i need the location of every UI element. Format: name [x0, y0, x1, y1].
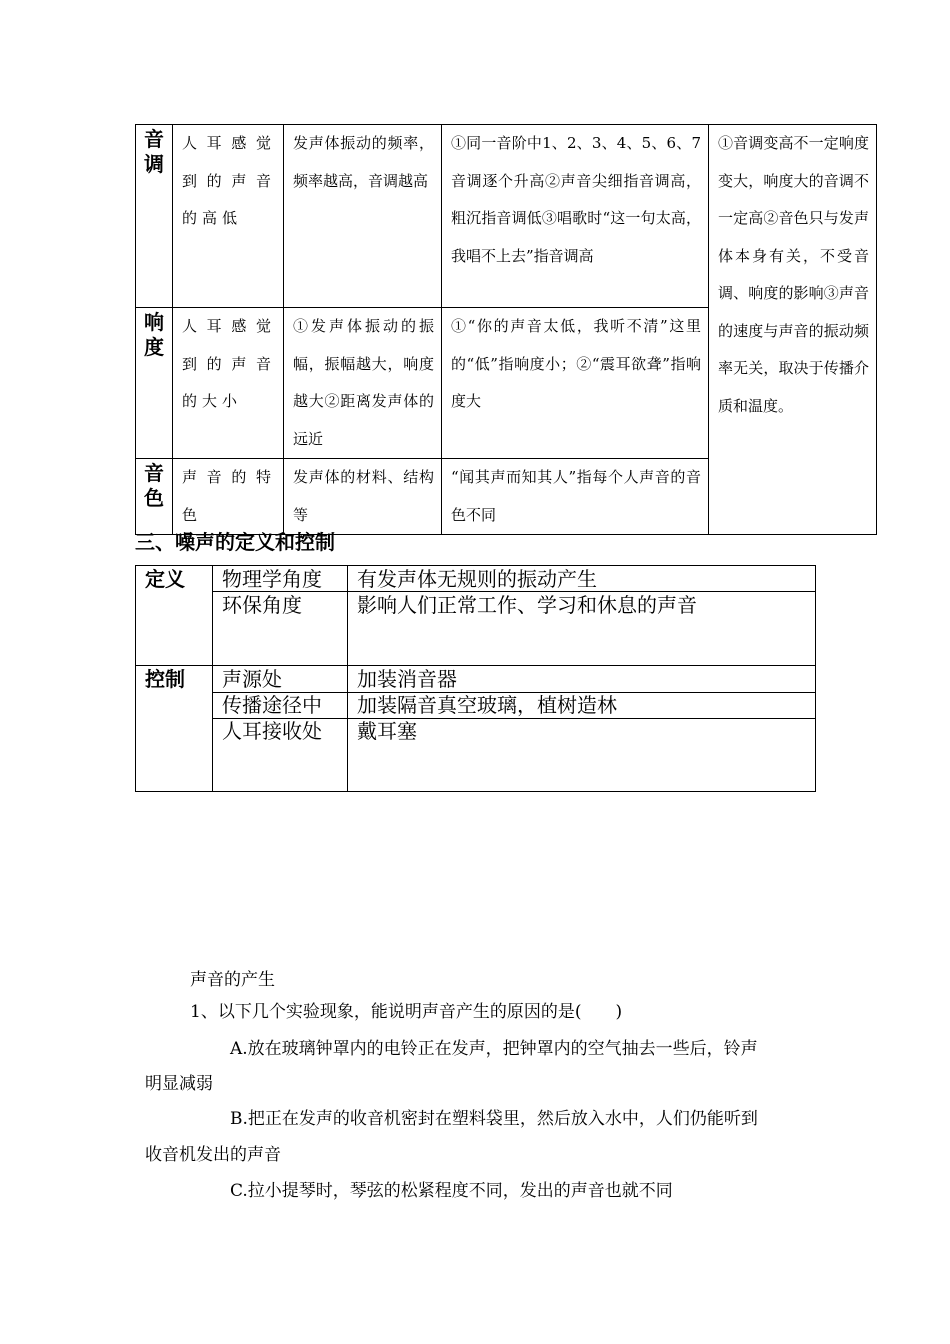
timbre-definition: 声音的特色 — [173, 459, 284, 535]
control-at-ear-method: 戴耳塞 — [357, 719, 417, 743]
characteristics-note: ①音调变高不一定响度变大，响度大的音调不一定高②音色只与发声体本身有关，不受音调、响度的影响③声音的速度与声音的振动频率无关，取决于传播介质和温度。 — [709, 125, 877, 535]
option-a-continued: 明显减弱 — [145, 1074, 213, 1094]
option-b-continued: 收音机发出的声音 — [145, 1145, 281, 1165]
angle-environment: 环保角度 — [222, 593, 302, 617]
exercise-topic: 声音的产生 — [190, 970, 275, 990]
section-heading: 三、噪声的定义和控制 — [135, 530, 335, 554]
column-divider — [212, 566, 213, 791]
option-b: B.把正在发声的收音机密封在塑料袋里，然后放入水中，人们仍能听到 — [230, 1109, 758, 1129]
control-in-path: 传播途径中 — [222, 693, 322, 717]
loudness-example: ①“你的声音太低，我听不清”这里的“低”指响度小；②“震耳欲聋”指响度大 — [442, 308, 709, 459]
sound-characteristics-table — [135, 124, 877, 535]
control-in-path-method: 加装隔音真空玻璃，植树造林 — [357, 693, 617, 717]
definition-physics: 有发声体无规则的振动产生 — [357, 567, 597, 591]
option-c: C.拉小提琴时，琴弦的松紧程度不同，发出的声音也就不同 — [230, 1181, 673, 1201]
row-header-loudness: 响度 — [136, 308, 173, 459]
noise-table — [135, 565, 816, 792]
pitch-definition: 人耳感觉到的声音的高低 — [173, 125, 284, 308]
table-row — [136, 125, 877, 308]
loudness-definition: 人耳感觉到的声音的大小 — [173, 308, 284, 459]
timbre-example: “闻其声而知其人”指每个人声音的音色不同 — [442, 459, 709, 535]
timbre-factor: 发声体的材料、结构等 — [284, 459, 442, 535]
question-1: 1、以下几个实验现象，能说明声音产生的原因的是( ) — [190, 1002, 623, 1022]
control-at-ear: 人耳接收处 — [222, 719, 322, 743]
row-header-pitch: 音调 — [136, 125, 173, 308]
column-divider — [347, 566, 348, 791]
definition-label: 定义 — [145, 567, 185, 591]
option-a: A.放在玻璃钟罩内的电铃正在发声，把钟罩内的空气抽去一些后，铃声 — [230, 1039, 758, 1059]
angle-physics: 物理学角度 — [222, 567, 322, 591]
control-at-source-method: 加装消音器 — [357, 667, 457, 691]
pitch-factor: 发声体振动的频率，频率越高，音调越高 — [284, 125, 442, 308]
pitch-example: ①同一音阶中1、2、3、4、5、6、7音调逐个升高②声音尖细指音调高，粗沉指音调低③唱歌时“这一句太高，我唱不上去”指音调高 — [442, 125, 709, 308]
control-label: 控制 — [145, 667, 185, 691]
row-header-timbre: 音色 — [136, 459, 173, 535]
control-at-source: 声源处 — [222, 667, 282, 691]
definition-environment: 影响人们正常工作、学习和休息的声音 — [357, 593, 697, 617]
loudness-factor: ①发声体振动的振幅，振幅越大，响度越大②距离发声体的远近 — [284, 308, 442, 459]
